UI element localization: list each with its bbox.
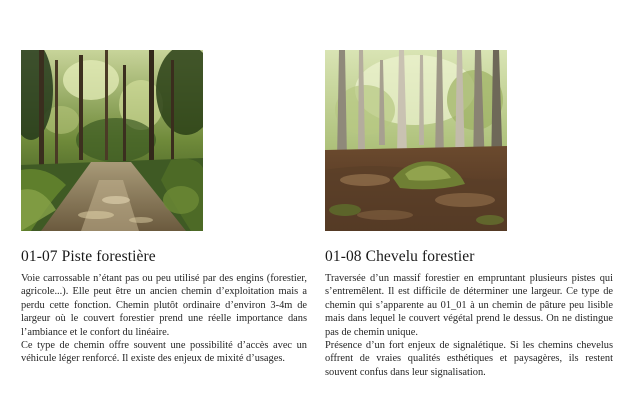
description-paragraph: Ce type de chemin offre souvent une possibilité d’accès avec un véhicule léger renforcé. Il existe des enjeux de mixité d’usages. [21,340,307,365]
description-paragraph: Présence d’un fort enjeux de signalétique. Si les chemins chevelus offrent de vraies qualités esthétiques et paysagères, ils restent souvent confus dans leur signalisation. [325,340,613,378]
card-description-chevelu-forestier [325,272,613,379]
card-description-piste-forestiere [21,272,307,366]
forest-track-photo [21,50,203,231]
description-paragraph: Voie carrossable n’étant pas ou peu utilisé par des engins (forestier, agricole...). Elle peut être un ancien chemin d’exploitation mais a perdu cette fonction. Chemin plutôt ordinaire d’environ 3-4m de largeur où le couvert forestier prend une réelle importance dans l’ambiance et le confort du linéaire. [21,273,307,338]
forest-undergrowth-photo [325,50,507,231]
description-paragraph: Traversée d’un massif forestier en empruntant plusieurs pistes qui s’entremêlent. Il est difficile de déterminer une largeur. Ce type de chemin qui s’apparente au 01_01 à un chemin de pâture peu lisible mais dans lequel le couvert végétal prend le dessus. On ne distingue pas de chemin unique. [325,273,613,338]
card-title-chevelu-forestier: 01-08 Chevelu forestier [325,248,475,265]
forest-track-illustration [21,50,203,231]
forest-undergrowth-illustration [325,50,507,231]
card-title-piste-forestiere: 01-07 Piste forestière [21,248,156,265]
